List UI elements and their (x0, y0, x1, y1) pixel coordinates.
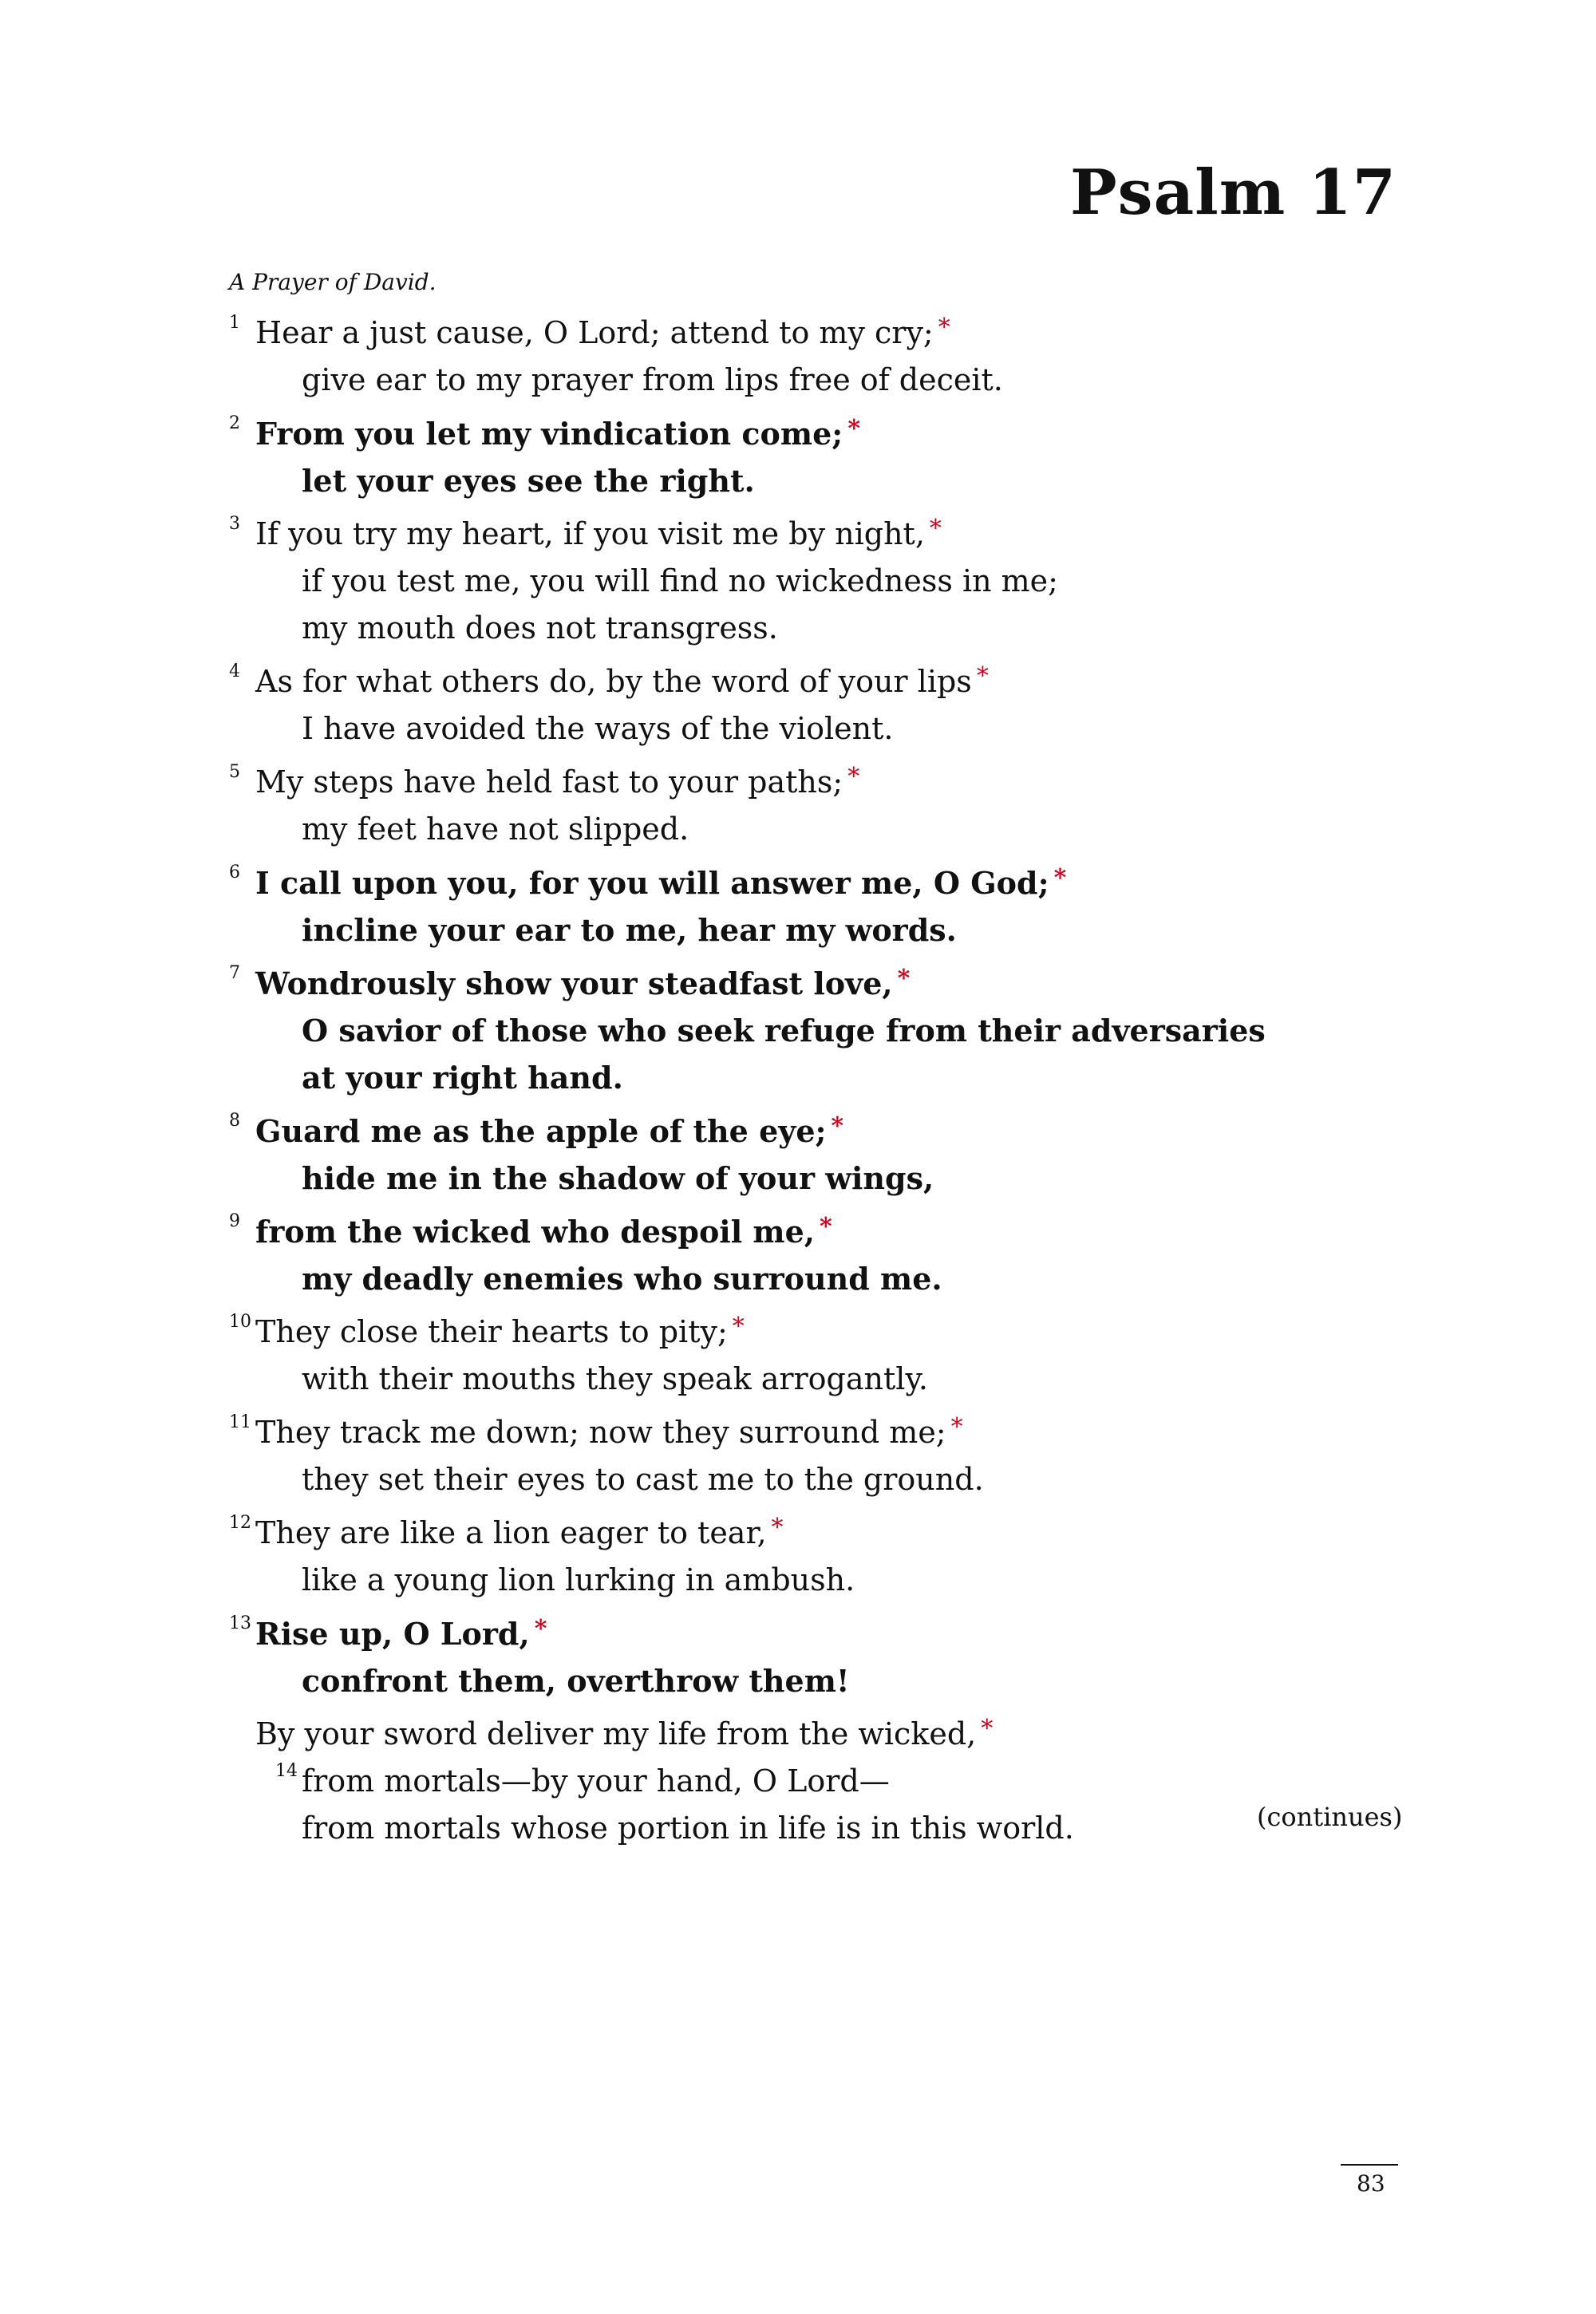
verse-text (255, 1409, 963, 1459)
verse-line (0, 1610, 1596, 1657)
verse-text (255, 658, 989, 708)
verse-text (302, 1356, 928, 1403)
verse-number: 4 (229, 661, 240, 681)
verse-text (255, 1510, 784, 1559)
verse-line (0, 960, 1596, 1007)
verse-number: 3 (229, 514, 240, 534)
verse-text-content: my deadly enemies who surround me. (302, 1261, 942, 1297)
verse-text-content: Wondrously show your steadfast love, (255, 965, 893, 1001)
verse-line (0, 558, 1596, 605)
verse-text-content: from mortals whose portion in life is in this world. (302, 1811, 1074, 1846)
verse-text (302, 558, 1058, 605)
superscription: A Prayer of David. (229, 269, 437, 295)
verse-text-content: like a young lion lurking in ambush. (302, 1562, 855, 1597)
verse-line (0, 1054, 1596, 1101)
asterisk-mark: * (732, 1313, 745, 1341)
verse-text-content: my feet have not slipped. (302, 811, 689, 847)
verse-line (0, 1657, 1596, 1704)
verse-number: 6 (229, 863, 240, 883)
verse-text (255, 1108, 843, 1158)
verse-text-content: they set their eyes to cast me to the ground. (302, 1462, 984, 1497)
verse-line (0, 806, 1596, 853)
asterisk-mark: * (1053, 864, 1067, 892)
verse-line (0, 511, 1596, 558)
verse-6 (0, 859, 1596, 954)
verse-text-content: From you let my vindication come; (255, 416, 843, 452)
verse-text-content: Rise up, O Lord, (255, 1616, 530, 1652)
verse-5 (0, 759, 1596, 853)
verse-text (255, 1711, 993, 1760)
asterisk-mark: * (831, 1112, 844, 1140)
verse-2 (0, 410, 1596, 504)
verse-text (302, 1758, 890, 1805)
verse-line (0, 1108, 1596, 1155)
verse-4 (0, 658, 1596, 752)
verse-text-content: They track me down; now they surround me; (255, 1415, 946, 1450)
verse-text-content: confront them, overthrow them! (302, 1663, 850, 1699)
asterisk-mark: * (929, 515, 942, 543)
verse-text-content: with their mouths they speak arrogantly. (302, 1361, 928, 1396)
verse-number: 7 (229, 963, 240, 983)
verse-text (302, 1805, 1074, 1852)
verse-text (255, 1309, 745, 1358)
verse-text-content: If you try my heart, if you visit me by night, (255, 516, 925, 551)
verse-line (0, 1255, 1596, 1302)
verse-text (302, 1657, 850, 1704)
verse-line (0, 457, 1596, 504)
verse-text (302, 357, 1003, 404)
verse-text (302, 1155, 934, 1202)
asterisk-mark: * (534, 1615, 547, 1643)
verse-line (0, 759, 1596, 806)
asterisk-mark: * (847, 763, 860, 791)
asterisk-mark: * (981, 1715, 994, 1743)
verse-text (255, 1610, 547, 1660)
verse-text-content: They are like a lion eager to tear, (255, 1515, 767, 1550)
verse-number: 13 (229, 1613, 251, 1633)
verse-number: 14 (275, 1761, 298, 1781)
verse-line (0, 1155, 1596, 1202)
verse-line (0, 310, 1596, 357)
verse-text-content: O savior of those who seek refuge from their adversaries (302, 1013, 1266, 1048)
verse-text-content: hide me in the shadow of your wings, (302, 1160, 934, 1196)
verse-line (0, 658, 1596, 705)
verse-text (255, 1208, 832, 1258)
verse-text-content: I have avoided the ways of the violent. (302, 711, 894, 746)
asterisk-mark: * (847, 415, 861, 443)
verse-text-content: Hear a just cause, O Lord; attend to my cry; (255, 315, 934, 350)
verse-text-content: My steps have held fast to your paths; (255, 764, 843, 800)
verse-text (302, 605, 778, 652)
asterisk-mark: * (950, 1413, 963, 1441)
asterisk-mark: * (897, 965, 911, 993)
asterisk-mark: * (976, 662, 989, 690)
verse-13 (0, 1610, 1596, 1704)
verse-number: 5 (229, 762, 240, 782)
verse-text-content: at your right hand. (302, 1060, 623, 1096)
verse-line (0, 1510, 1596, 1557)
verse-10 (0, 1309, 1596, 1403)
verse-9 (0, 1208, 1596, 1302)
verse-text-content: give ear to my prayer from lips free of deceit. (302, 362, 1003, 397)
verse-number: 10 (229, 1312, 251, 1332)
verse-line (0, 357, 1596, 404)
verse-line (0, 1711, 1596, 1758)
verse-text (302, 1456, 984, 1503)
page-number: 83 (1357, 2170, 1385, 2197)
verse-line (0, 906, 1596, 954)
verse-number: 2 (229, 413, 240, 433)
verse-text (302, 457, 755, 504)
verse-text (255, 859, 1066, 910)
verse-text (302, 1007, 1266, 1054)
verse-text-content: let your eyes see the right. (302, 463, 755, 499)
psalm-body (0, 310, 1596, 1858)
verse-text (255, 759, 859, 808)
verse-line (0, 1007, 1596, 1054)
verse-text (302, 806, 689, 853)
verse-text-content: They close their hearts to pity; (255, 1314, 728, 1349)
page-title: Psalm 17 (1070, 156, 1396, 229)
verse-text (302, 1255, 942, 1302)
verse-text (255, 410, 860, 460)
verse-text (302, 1054, 623, 1101)
verse-line (0, 1758, 1596, 1805)
verse-text (302, 906, 957, 954)
verse-line (0, 410, 1596, 457)
asterisk-mark: * (820, 1213, 832, 1241)
asterisk-mark: * (771, 1514, 784, 1542)
verse-number: 1 (229, 313, 240, 333)
asterisk-mark: * (938, 314, 950, 342)
verse-line (0, 859, 1596, 906)
verse-line (0, 1456, 1596, 1503)
verse-text (255, 511, 942, 560)
verse-3 (0, 511, 1596, 652)
verse-text (302, 1557, 855, 1604)
verse-line (0, 1356, 1596, 1403)
verse-text-content: Guard me as the apple of the eye; (255, 1113, 827, 1149)
verse-text-content: I call upon you, for you will answer me, O God; (255, 865, 1049, 901)
verse-line (0, 1557, 1596, 1604)
verse-text-content: incline your ear to me, hear my words. (302, 912, 957, 948)
verse-text-content: my mouth does not transgress. (302, 610, 778, 646)
footer-rule (1341, 2164, 1398, 2166)
verse-number: 11 (229, 1412, 251, 1432)
verse-text (302, 705, 893, 752)
verse-1 (0, 310, 1596, 404)
verse-line (0, 1409, 1596, 1456)
verse-text-content: from the wicked who despoil me, (255, 1214, 816, 1250)
verse-8 (0, 1108, 1596, 1202)
verse-11 (0, 1409, 1596, 1503)
verse-number: 9 (229, 1211, 240, 1231)
verse-12 (0, 1510, 1596, 1604)
verse-text-content: By your sword deliver my life from the wicked, (255, 1716, 977, 1751)
verse-text-content: from mortals—by your hand, O Lord— (302, 1763, 890, 1799)
verse-text-content: if you test me, you will find no wickedness in me; (302, 563, 1058, 598)
verse-text (255, 310, 950, 359)
continues-note: (continues) (1257, 1802, 1403, 1832)
verse-line (0, 705, 1596, 752)
verse-line (0, 605, 1596, 652)
verse-number: 8 (229, 1111, 240, 1131)
verse-text (255, 960, 910, 1010)
verse-line (0, 1208, 1596, 1255)
verse-7 (0, 960, 1596, 1101)
verse-line (0, 1309, 1596, 1356)
verse-number: 12 (229, 1513, 251, 1533)
verse-text-content: As for what others do, by the word of your lips (255, 664, 972, 699)
